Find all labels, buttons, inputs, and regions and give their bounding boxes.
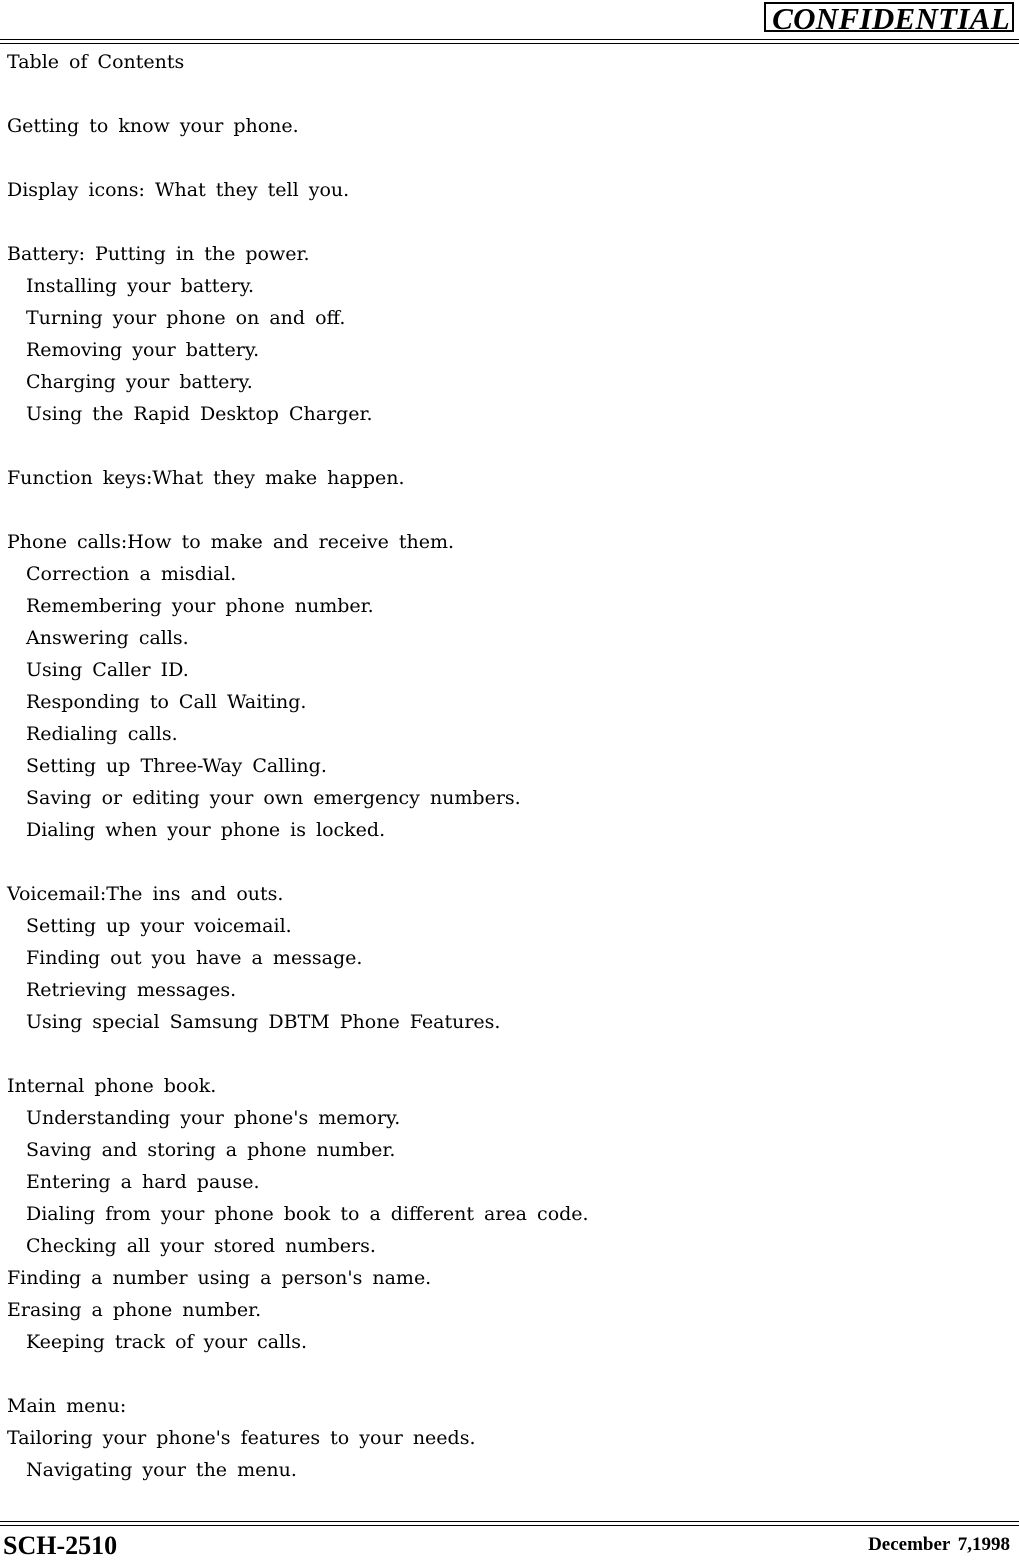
- toc-spacer: [7, 142, 1019, 174]
- toc-subentry: Setting up your voicemail.: [26, 915, 292, 937]
- toc-subentry: Checking all your stored numbers.: [26, 1235, 376, 1257]
- toc-entry: Tailoring your phone's features to your needs.: [7, 1427, 476, 1449]
- toc-subentry: Removing your battery.: [26, 339, 260, 361]
- confidential-stamp: CONFIDENTIAL: [764, 2, 1014, 32]
- toc-title: Table of Contents: [7, 51, 185, 73]
- toc-spacer: [7, 1038, 1019, 1070]
- toc-entry: Function keys:What they make happen.: [7, 467, 405, 489]
- toc-subentry: Using the Rapid Desktop Charger.: [26, 403, 373, 425]
- model-number: SCH-2510: [3, 1531, 118, 1560]
- document-date: December 7,1998: [868, 1534, 1010, 1555]
- toc-subentry: Installing your battery.: [26, 275, 254, 297]
- toc-subentry: Saving or editing your own emergency numbers.: [26, 787, 521, 809]
- toc-subentry: Charging your battery.: [26, 371, 253, 393]
- toc-entry: Erasing a phone number.: [7, 1299, 262, 1321]
- toc-entry: Voicemail:The ins and outs.: [7, 883, 284, 905]
- toc-subentry: Understanding your phone's memory.: [26, 1107, 401, 1129]
- toc-subentry: Setting up Three-Way Calling.: [26, 755, 327, 777]
- toc-subentry: Responding to Call Waiting.: [26, 691, 307, 713]
- toc-spacer: [7, 1358, 1019, 1390]
- header-rule-bottom: [0, 43, 1019, 44]
- toc-subentry: Dialing from your phone book to a different area code.: [26, 1203, 589, 1225]
- toc-subentry: Retrieving messages.: [26, 979, 237, 1001]
- toc-entry: Getting to know your phone.: [7, 115, 299, 137]
- toc-entry: Internal phone book.: [7, 1075, 217, 1097]
- toc-subentry: Using special Samsung DBTM Phone Features.: [26, 1011, 501, 1033]
- toc-subentry: Keeping track of your calls.: [26, 1331, 308, 1353]
- header-rule-top: [0, 39, 1019, 40]
- toc-entry: Display icons: What they tell you.: [7, 179, 350, 201]
- toc-subentry: Entering a hard pause.: [26, 1171, 260, 1193]
- toc-subentry: Navigating your the menu.: [26, 1459, 297, 1481]
- footer-rule-top: [0, 1521, 1019, 1522]
- toc-subentry: Correction a misdial.: [26, 563, 237, 585]
- toc-subentry: Turning your phone on and off.: [26, 307, 346, 329]
- toc-entry: Main menu:: [7, 1395, 127, 1417]
- footer-rule-bottom: [0, 1525, 1019, 1526]
- toc-subentry: Finding out you have a message.: [26, 947, 363, 969]
- table-of-contents: [7, 46, 1019, 1486]
- toc-subentry: Redialing calls.: [26, 723, 178, 745]
- toc-spacer: [7, 206, 1019, 238]
- toc-entry: Phone calls:How to make and receive them.: [7, 531, 455, 553]
- toc-entry: Finding a number using a person's name.: [7, 1267, 432, 1289]
- toc-subentry: Dialing when your phone is locked.: [26, 819, 386, 841]
- toc-spacer: [7, 494, 1019, 526]
- toc-subentry: Answering calls.: [26, 627, 189, 649]
- toc-entry: Battery: Putting in the power.: [7, 243, 310, 265]
- toc-subentry: Remembering your phone number.: [26, 595, 374, 617]
- toc-spacer: [7, 430, 1019, 462]
- toc-subentry: Saving and storing a phone number.: [26, 1139, 396, 1161]
- toc-spacer: [7, 846, 1019, 878]
- toc-subentry: Using Caller ID.: [26, 659, 189, 681]
- toc-spacer: [7, 78, 1019, 110]
